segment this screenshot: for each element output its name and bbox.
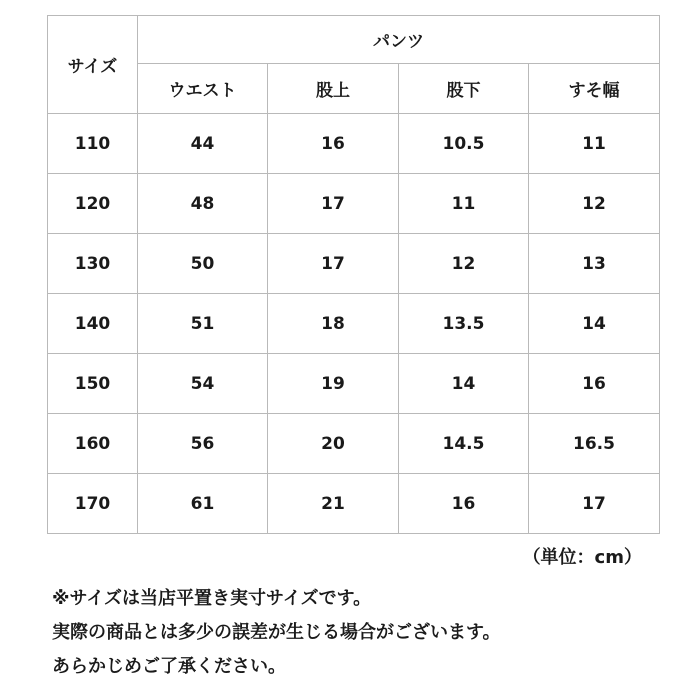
- inseam-cell: 12: [399, 234, 529, 294]
- inseam-cell: 16: [399, 474, 529, 534]
- waist-cell: 51: [138, 294, 268, 354]
- waist-cell: 50: [138, 234, 268, 294]
- table-row: [48, 114, 660, 174]
- note-line: ※サイズは当店平置き実寸サイズです。: [52, 588, 372, 609]
- column-header-inseam: 股下: [399, 64, 529, 114]
- size-chart-table: [47, 15, 660, 534]
- inseam-cell: 14: [399, 354, 529, 414]
- hem-width-cell: 17: [529, 474, 660, 534]
- rise-cell: 16: [268, 114, 399, 174]
- column-header-waist: ウエスト: [138, 64, 268, 114]
- waist-cell: 48: [138, 174, 268, 234]
- size-cell: 110: [48, 114, 138, 174]
- table-header-row: [48, 16, 660, 64]
- rise-cell: 17: [268, 234, 399, 294]
- table-row: [48, 294, 660, 354]
- table-row: [48, 414, 660, 474]
- column-header-hem-width: すそ幅: [529, 64, 660, 114]
- hem-width-cell: 12: [529, 174, 660, 234]
- inseam-cell: 11: [399, 174, 529, 234]
- table-subheader-row: [48, 64, 660, 114]
- inseam-cell: 13.5: [399, 294, 529, 354]
- pants-group-header: パンツ: [138, 16, 660, 64]
- hem-width-cell: 14: [529, 294, 660, 354]
- rise-cell: 21: [268, 474, 399, 534]
- table-row: [48, 174, 660, 234]
- rise-cell: 20: [268, 414, 399, 474]
- inseam-cell: 10.5: [399, 114, 529, 174]
- inseam-cell: 14.5: [399, 414, 529, 474]
- rise-cell: 18: [268, 294, 399, 354]
- waist-cell: 61: [138, 474, 268, 534]
- hem-width-cell: 16.5: [529, 414, 660, 474]
- size-cell: 150: [48, 354, 138, 414]
- notes-block: [52, 582, 501, 684]
- rise-cell: 17: [268, 174, 399, 234]
- size-cell: 120: [48, 174, 138, 234]
- note-line: 実際の商品とは多少の誤差が生じる場合がございます。: [52, 622, 501, 643]
- size-cell: 170: [48, 474, 138, 534]
- rise-cell: 19: [268, 354, 399, 414]
- table-row: [48, 354, 660, 414]
- waist-cell: 56: [138, 414, 268, 474]
- unit-note: （単位：cm）: [522, 547, 642, 568]
- size-cell: 160: [48, 414, 138, 474]
- size-header: サイズ: [48, 16, 138, 114]
- hem-width-cell: 11: [529, 114, 660, 174]
- hem-width-cell: 13: [529, 234, 660, 294]
- size-cell: 130: [48, 234, 138, 294]
- table-row: [48, 474, 660, 534]
- hem-width-cell: 16: [529, 354, 660, 414]
- table-row: [48, 234, 660, 294]
- column-header-rise: 股上: [268, 64, 399, 114]
- waist-cell: 44: [138, 114, 268, 174]
- waist-cell: 54: [138, 354, 268, 414]
- size-cell: 140: [48, 294, 138, 354]
- note-line: あらかじめご了承ください。: [52, 656, 286, 677]
